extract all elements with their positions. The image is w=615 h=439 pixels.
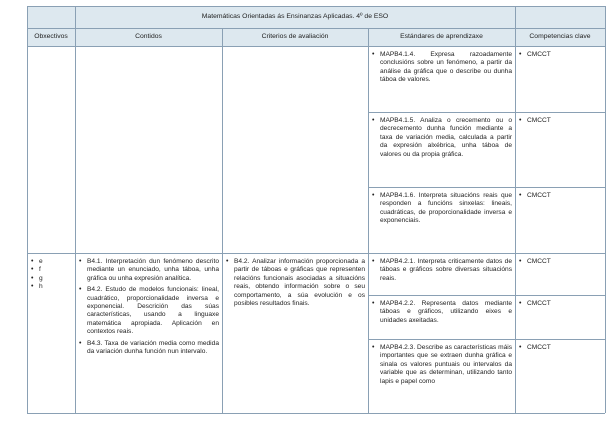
competency-cell-1	[519, 51, 603, 59]
rule	[368, 187, 605, 188]
rule	[368, 295, 605, 296]
standard-cell-5	[372, 300, 512, 325]
objective-item: • f	[31, 266, 73, 274]
standard-item: • MAPB4.1.4. Expresa razoadamente conclusións sobre un fenómeno, a partir da análise da gráfica que o describe ou dunha táboa de valores.	[372, 51, 512, 85]
content-item: • B4.1. Interpretación dun fenómeno descrito mediante un enunciado, unha táboa, unha gráfica ou unha expresión analítica.	[79, 258, 219, 283]
content-item: • B4.2. Estudo de modelos funcionais: lineal, cuadrático, proporcionalidade inversa e exponencial. Descrición das súas características, usando a linguaxe matemática apropiada. Aplicación en contextos reais.	[79, 286, 219, 336]
standard-item: • MAPB4.1.5. Analiza o crecemento ou o decrecemento dunha función mediante a taxa de variación media, calculada a partir da expresión alxébrica, unha táboa de valores ou da propia gráfica.	[372, 117, 512, 159]
rule	[27, 6, 28, 413]
rule	[368, 28, 369, 413]
header-criterios: Criterios de avaliación	[261, 33, 329, 40]
objective-item: • g	[31, 275, 73, 283]
header-obxectivos: Obxectivos	[34, 33, 68, 40]
standard-item: • MAPB4.2.3. Describe as características máis importantes que se extraen dunha gráfica e sinala os valores puntuais ou intervalos da variable que as determinan, utilizando tanto lapis e papel como	[372, 344, 512, 386]
competency-item: • CMCCT	[519, 117, 603, 125]
objective-item: • h	[31, 283, 73, 291]
competency-item: • CMCCT	[519, 258, 603, 266]
standard-cell-3	[372, 192, 512, 226]
rule	[75, 28, 515, 29]
standard-cell-6	[372, 344, 512, 386]
rule	[515, 6, 516, 413]
rule	[27, 413, 605, 414]
competency-item: • CMCCT	[519, 344, 603, 352]
competency-cell-6	[519, 344, 603, 352]
criterion-item: • B4.2. Analizar información proporcionada a partir de táboas e gráficas que representen relacións funcionais asociadas a situacións reais, obtendo información sobre o seu comportamento, a súa evolución e os posibles resultados finais.	[226, 258, 365, 308]
rule	[27, 46, 605, 47]
objectives-cell	[31, 258, 73, 292]
header-estandares: Estándares de aprendizaxe	[400, 33, 483, 40]
standard-item: • MAPB4.2.2. Representa datos mediante táboas e gráficos, utilizando eixes e unidades axeitadas.	[372, 300, 512, 325]
rule	[75, 6, 76, 413]
competency-item: • CMCCT	[519, 192, 603, 200]
competency-cell-2	[519, 117, 603, 125]
header-contidos: Contidos	[135, 33, 162, 40]
rule	[605, 6, 606, 413]
rule	[222, 28, 223, 413]
standard-item: • MAPB4.2.1. Interpreta criticamente datos de táboas e gráficos sobre diversas situacións reais.	[372, 258, 512, 283]
competency-item: • CMCCT	[519, 51, 603, 59]
header-competencias: Competencias clave	[529, 33, 591, 40]
competency-cell-4	[519, 258, 603, 266]
rule	[27, 28, 75, 29]
standard-cell-2	[372, 117, 512, 159]
standard-cell-4	[372, 258, 512, 283]
rule	[368, 339, 605, 340]
standard-item: • MAPB4.1.6. Interpreta situacións reais que responden a funcións sinxelas: lineais, cuadráticas, de proporcionalidade inversa e exponenciais.	[372, 192, 512, 226]
rule	[515, 28, 605, 29]
rule	[27, 6, 605, 7]
rule	[368, 112, 605, 113]
competency-cell-3	[519, 192, 603, 200]
rule	[27, 253, 605, 254]
competency-item: • CMCCT	[519, 300, 603, 308]
criteria-cell	[226, 258, 365, 308]
contents-cell	[79, 258, 219, 356]
content-item: • B4.3. Taxa de variación media como medida da variación dunha función nun intervalo.	[79, 340, 219, 357]
competency-cell-5	[519, 300, 603, 308]
table-title: Matemáticas Orientadas ás Ensinanzas Aplicadas. 4º de ESO	[201, 13, 389, 20]
objective-item: • e	[31, 258, 73, 266]
standard-cell-1	[372, 51, 512, 85]
